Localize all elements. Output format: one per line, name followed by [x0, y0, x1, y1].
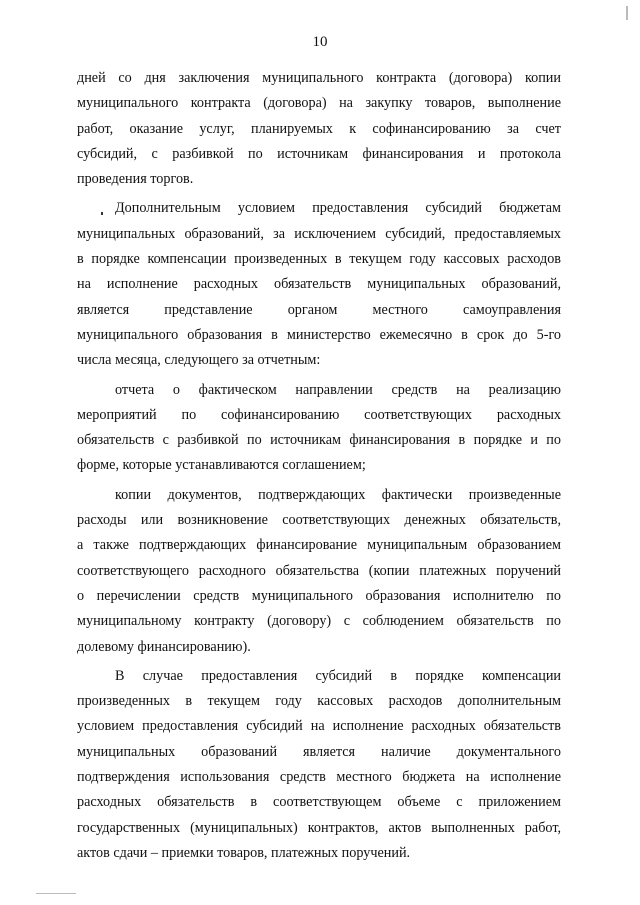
text-line: о перечислении средств муниципального образования исполнителю по: [77, 587, 561, 604]
text-line: числа месяца, следующего за отчетным:: [77, 352, 321, 369]
text-line: копии документов, подтверждающих фактически произведенные: [115, 486, 561, 503]
scan-artifact-edge: [626, 6, 628, 20]
text-line: субсидий, с разбивкой по источникам финансирования и протокола: [77, 145, 561, 162]
text-line: в порядке компенсации произведенных в текущем году кассовых расходов: [77, 251, 561, 268]
paragraph-report-item: [77, 378, 561, 479]
text-line: расходы или возникновение соответствующих денежных обязательств,: [77, 512, 561, 529]
text-line: обязательств с разбивкой по источникам финансирования в порядке и по: [77, 432, 561, 449]
body-text: [77, 66, 561, 866]
text-line: муниципальных образований, за исключением субсидий, предоставляемых: [77, 225, 561, 242]
text-line: форме, которые устанавливаются соглашением;: [77, 457, 366, 474]
text-line: муниципального контракта (договора) на закупку товаров, выполнение: [77, 95, 561, 112]
text-line: расходных обязательств в соответствующем объеме с приложением: [77, 794, 561, 811]
text-line: муниципального образования в министерство ежемесячно в срок до 5-го: [77, 326, 561, 343]
text-line: В случае предоставления субсидий в порядке компенсации: [115, 667, 561, 684]
text-line: произведенных в текущем году кассовых расходов дополнительным: [77, 693, 561, 710]
text-line: подтверждения использования средств местного бюджета на исполнение: [77, 769, 561, 786]
text-line: мероприятий по софинансированию соответствующих расходных: [77, 406, 561, 423]
text-line: дней со дня заключения муниципального контракта (договора) копии: [77, 70, 561, 86]
paragraph-additional-condition: [77, 196, 561, 373]
text-line: отчета о фактическом направлении средств на реализацию: [115, 381, 561, 398]
text-line: государственных (муниципальных) контрактов, актов выполненных работ,: [77, 819, 561, 836]
paragraph-continuation: [77, 66, 561, 192]
paragraph-documents-item: [77, 483, 561, 660]
text-line: актов сдачи – приемки товаров, платежных поручений.: [77, 844, 411, 861]
text-line: Дополнительным условием предоставления субсидий бюджетам: [115, 200, 561, 217]
text-line: условием предоставления субсидий на исполнение расходных обязательств: [77, 718, 561, 735]
text-line: является представление органом местного самоуправления: [77, 301, 561, 318]
text-line: а также подтверждающих финансирование муниципальным образованием: [77, 537, 561, 554]
text-line: муниципальных образований является наличие документального: [77, 743, 561, 760]
text-line: на исполнение расходных обязательств муниципальных образований,: [77, 276, 561, 293]
page-number: 10: [312, 34, 328, 50]
text-line: проведения торгов.: [77, 171, 194, 188]
paragraph-compensation-case: [77, 664, 561, 866]
scan-artifact-line: [36, 893, 76, 894]
text-line: муниципальному контракту (договору) с соблюдением обязательств по: [77, 613, 561, 630]
text-line: соответствующего расходного обязательства (копии платежных поручений: [77, 562, 561, 579]
text-line: работ, оказание услуг, планируемых к софинансированию за счет: [77, 120, 561, 137]
text-line: долевому финансированию).: [77, 638, 251, 655]
